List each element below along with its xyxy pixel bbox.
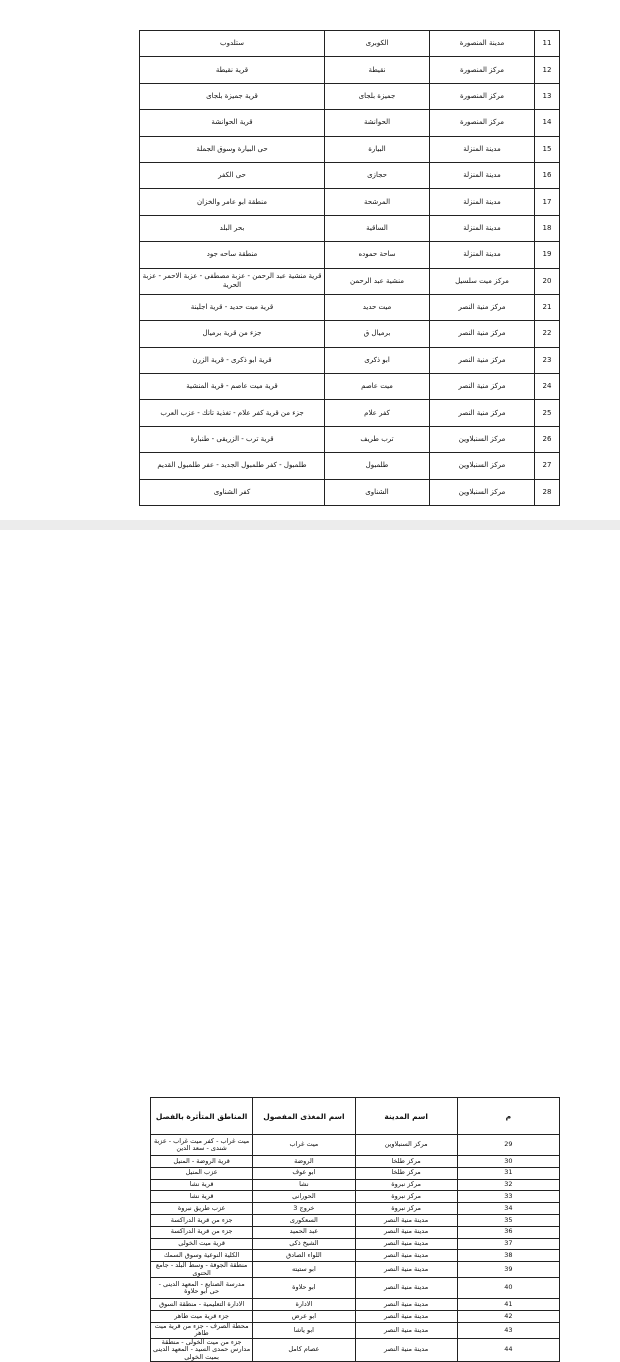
table-row: [140, 162, 560, 188]
table-row: [151, 1278, 560, 1299]
areas-cell: جزء من قرية الدراكسة: [151, 1226, 253, 1238]
table-row: [151, 1262, 560, 1278]
table-body: [151, 1135, 560, 1362]
city-cell: مركز السنبلاوين: [430, 426, 535, 452]
city-cell: مدينة منية النصر: [355, 1238, 457, 1250]
city-cell: مركز منية النصر: [430, 294, 535, 320]
row-number: 28: [535, 479, 560, 505]
table-row: [140, 347, 560, 373]
row-number: 18: [535, 215, 560, 241]
city-cell: مدينة المنزلة: [430, 215, 535, 241]
document-page-2: [0, 530, 620, 1361]
feeder-cell: الشيخ ذكى: [253, 1238, 355, 1250]
city-cell: مدينة منية النصر: [355, 1310, 457, 1322]
table-row: [140, 426, 560, 452]
areas-cell: قرية ميت حديد - قرية اجلينة: [140, 294, 325, 320]
row-number: 24: [535, 374, 560, 400]
areas-cell: قرية نقيطة: [140, 57, 325, 83]
feeder-cell: ساحة حموده: [325, 242, 430, 268]
table-header: [151, 1098, 560, 1135]
feeder-cell: ابو ستيته: [253, 1262, 355, 1278]
row-number: 39: [457, 1262, 559, 1278]
table-row: [140, 400, 560, 426]
table-row: [140, 31, 560, 57]
city-cell: مدينة المنزلة: [430, 136, 535, 162]
row-number: 11: [535, 31, 560, 57]
city-cell: مدينة منية النصر: [355, 1262, 457, 1278]
row-number: 43: [457, 1322, 559, 1338]
row-number: 44: [457, 1338, 559, 1362]
city-cell: مركز ميت سلسيل: [430, 268, 535, 294]
table-row: [140, 321, 560, 347]
row-number: 30: [457, 1156, 559, 1168]
areas-cell: قرية الحوانشة: [140, 110, 325, 136]
areas-cell: جزء من قرية برميال: [140, 321, 325, 347]
row-number: 17: [535, 189, 560, 215]
row-number: 40: [457, 1278, 559, 1299]
city-cell: مركز السنبلاوين: [355, 1135, 457, 1156]
city-cell: مدينة المنزلة: [430, 162, 535, 188]
feeder-cell: طلمبول: [325, 453, 430, 479]
city-cell: مدينة منية النصر: [355, 1299, 457, 1311]
areas-cell: جزء من ميت الخولى - منطقة مدارس حمدى السيد - المعهد الدينى بميت الخولى: [151, 1338, 253, 1362]
row-number: 42: [457, 1310, 559, 1322]
city-cell: مركز منية النصر: [430, 347, 535, 373]
table-row: [140, 294, 560, 320]
city-cell: مدينة منية النصر: [355, 1250, 457, 1262]
feeder-cell: الحورانى: [253, 1191, 355, 1203]
table-row: [151, 1250, 560, 1262]
table-row: [151, 1135, 560, 1156]
feeder-cell: الساقية: [325, 215, 430, 241]
city-cell: مركز نبروة: [355, 1179, 457, 1191]
areas-cell: منطقة ساحه جود: [140, 242, 325, 268]
table-row: [151, 1214, 560, 1226]
row-number: 37: [457, 1238, 559, 1250]
areas-cell: بحر البلد: [140, 215, 325, 241]
areas-cell: حى البيارة وسوق الجملة: [140, 136, 325, 162]
header-number: م: [457, 1098, 559, 1135]
feeder-cell: نشا: [253, 1179, 355, 1191]
city-cell: مركز المنصورة: [430, 110, 535, 136]
city-cell: مدينة منية النصر: [355, 1226, 457, 1238]
feeder-cell: برميال ق: [325, 321, 430, 347]
feeder-cell: السعكورى: [253, 1214, 355, 1226]
areas-cell: مدرسة الصنايع - المعهد الدينى - حى ابو حلاوة: [151, 1278, 253, 1299]
table-row: [151, 1338, 560, 1362]
areas-cell: قرية منشية عبد الرحمن - عزبة مصطفى - عزبة الاحمر - عزبة الحرية: [140, 268, 325, 294]
row-number: 36: [457, 1226, 559, 1238]
row-number: 33: [457, 1191, 559, 1203]
feeder-cell: عصام كامل: [253, 1338, 355, 1362]
feeder-cell: ابو حلاوة: [253, 1278, 355, 1299]
feeder-cell: ابو عوف: [253, 1167, 355, 1179]
city-cell: مدينة المنزلة: [430, 189, 535, 215]
header-city: اسم المدينة: [355, 1098, 457, 1135]
areas-cell: منطقة الجوفة - وسط البلد - جامع الحتوى: [151, 1262, 253, 1278]
row-number: 23: [535, 347, 560, 373]
areas-cell: جزء من قرية كفر علام - تغذية تانك - عزب العرب: [140, 400, 325, 426]
city-cell: مركز طلخا: [355, 1156, 457, 1168]
header-feeder: اسم المغذى المفصول: [253, 1098, 355, 1135]
table-row: [140, 215, 560, 241]
row-number: 32: [457, 1179, 559, 1191]
areas-cell: ميت غراب - كفر ميت غراب - عزبة شندى - سعد الدين: [151, 1135, 253, 1156]
table-body: [140, 31, 560, 506]
feeder-cell: اللواء الصادق: [253, 1250, 355, 1262]
areas-cell: ستلدوب: [140, 31, 325, 57]
city-cell: مركز السنبلاوين: [430, 479, 535, 505]
feeder-cell: الروضة: [253, 1156, 355, 1168]
table-row: [140, 136, 560, 162]
feeder-cell: نقيطة: [325, 57, 430, 83]
areas-cell: قرية ميت الخولى: [151, 1238, 253, 1250]
areas-cell: قرية نشا: [151, 1191, 253, 1203]
feeder-cell: ميت غراب: [253, 1135, 355, 1156]
areas-cell: الادارة التعليمية - منطقة السوق: [151, 1299, 253, 1311]
city-cell: مركز منية النصر: [430, 374, 535, 400]
areas-cell: الكلية النوعية وسوق السمك: [151, 1250, 253, 1262]
feeder-cell: ابو ذكرى: [325, 347, 430, 373]
row-number: 35: [457, 1214, 559, 1226]
city-cell: مركز منية النصر: [430, 400, 535, 426]
document-page-1: [0, 0, 620, 520]
city-cell: مركز المنصورة: [430, 57, 535, 83]
row-number: 16: [535, 162, 560, 188]
city-cell: مدينة منية النصر: [355, 1338, 457, 1362]
table-row: [151, 1322, 560, 1338]
row-number: 29: [457, 1135, 559, 1156]
city-cell: مدينة المنزلة: [430, 242, 535, 268]
feeder-cell: منشية عبد الرحمن: [325, 268, 430, 294]
table-row: [140, 189, 560, 215]
page-divider: [0, 520, 620, 530]
city-cell: مدينة المنصورة: [430, 31, 535, 57]
areas-cell: طلمبول - كفر طلمبول الجديد - عفر طلمبول القديم: [140, 453, 325, 479]
row-number: 21: [535, 294, 560, 320]
city-cell: مركز منية النصر: [430, 321, 535, 347]
areas-cell: عزب طريق نبروة: [151, 1203, 253, 1215]
table-row: [140, 374, 560, 400]
row-number: 26: [535, 426, 560, 452]
feeder-cell: ابو ياشا: [253, 1322, 355, 1338]
row-number: 25: [535, 400, 560, 426]
table-row: [140, 110, 560, 136]
areas-cell: محطة الصرف - جزء من قرية ميت طاهر: [151, 1322, 253, 1338]
feeder-cell: ترب طريف: [325, 426, 430, 452]
areas-cell: كفر الشناوى: [140, 479, 325, 505]
table-row: [140, 57, 560, 83]
feeder-cell: جميزة بلجاى: [325, 83, 430, 109]
areas-cell: قرية ميت عاصم - قرية المنشية: [140, 374, 325, 400]
city-cell: مدينة منية النصر: [355, 1322, 457, 1338]
table-row: [151, 1167, 560, 1179]
city-cell: مدينة منية النصر: [355, 1278, 457, 1299]
feeder-cell: ابو عرض: [253, 1310, 355, 1322]
feeder-cell: كفر علام: [325, 400, 430, 426]
row-number: 27: [535, 453, 560, 479]
row-number: 31: [457, 1167, 559, 1179]
feeder-cell: عبد الحميد: [253, 1226, 355, 1238]
feeder-cell: الكوبرى: [325, 31, 430, 57]
areas-cell: عزب المنيل: [151, 1167, 253, 1179]
row-number: 12: [535, 57, 560, 83]
areas-cell: حى الكفر: [140, 162, 325, 188]
table-row: [151, 1299, 560, 1311]
table-row: [151, 1191, 560, 1203]
city-cell: مركز طلخا: [355, 1167, 457, 1179]
feeder-cell: المرشحة: [325, 189, 430, 215]
table-row: [140, 453, 560, 479]
row-number: 14: [535, 110, 560, 136]
row-number: 19: [535, 242, 560, 268]
areas-cell: جزء من قرية الدراكسة: [151, 1214, 253, 1226]
row-number: 41: [457, 1299, 559, 1311]
areas-cell: قرية جميزة بلجاى: [140, 83, 325, 109]
table-row: [151, 1238, 560, 1250]
feeder-cell: ميت عاصم: [325, 374, 430, 400]
areas-cell: جزء قرية ميت طاهر: [151, 1310, 253, 1322]
row-number: 34: [457, 1203, 559, 1215]
feeder-cell: خروج 3: [253, 1203, 355, 1215]
areas-cell: قرية نشا: [151, 1179, 253, 1191]
row-number: 38: [457, 1250, 559, 1262]
row-number: 20: [535, 268, 560, 294]
feeder-cell: الشناوى: [325, 479, 430, 505]
table-row: [151, 1156, 560, 1168]
row-number: 22: [535, 321, 560, 347]
feeder-cell: البيارة: [325, 136, 430, 162]
areas-cell: منطقة ابو عامر والخزان: [140, 189, 325, 215]
table-row: [151, 1179, 560, 1191]
row-number: 13: [535, 83, 560, 109]
areas-cell: قرية ترب - الزريقى - طنبارة: [140, 426, 325, 452]
table-row: [151, 1226, 560, 1238]
areas-cell: قرية ابو ذكرى - قرية الزرن: [140, 347, 325, 373]
city-cell: مركز المنصورة: [430, 83, 535, 109]
feeder-cell: الحوانشة: [325, 110, 430, 136]
outage-table-continued: [139, 30, 560, 506]
city-cell: مركز نبروة: [355, 1203, 457, 1215]
city-cell: مركز نبروة: [355, 1191, 457, 1203]
header-areas: المناطق المتأثرة بالفصل: [151, 1098, 253, 1135]
feeder-cell: ميت حديد: [325, 294, 430, 320]
table-row: [140, 83, 560, 109]
table-row: [140, 268, 560, 294]
outage-table: [150, 1097, 560, 1362]
table-row: [140, 242, 560, 268]
feeder-cell: حجازى: [325, 162, 430, 188]
city-cell: مدينة منية النصر: [355, 1214, 457, 1226]
table-row: [140, 479, 560, 505]
city-cell: مركز السنبلاوين: [430, 453, 535, 479]
areas-cell: قرية الروضة - المنيل: [151, 1156, 253, 1168]
table-row: [151, 1203, 560, 1215]
feeder-cell: الادارة: [253, 1299, 355, 1311]
row-number: 15: [535, 136, 560, 162]
table-row: [151, 1310, 560, 1322]
